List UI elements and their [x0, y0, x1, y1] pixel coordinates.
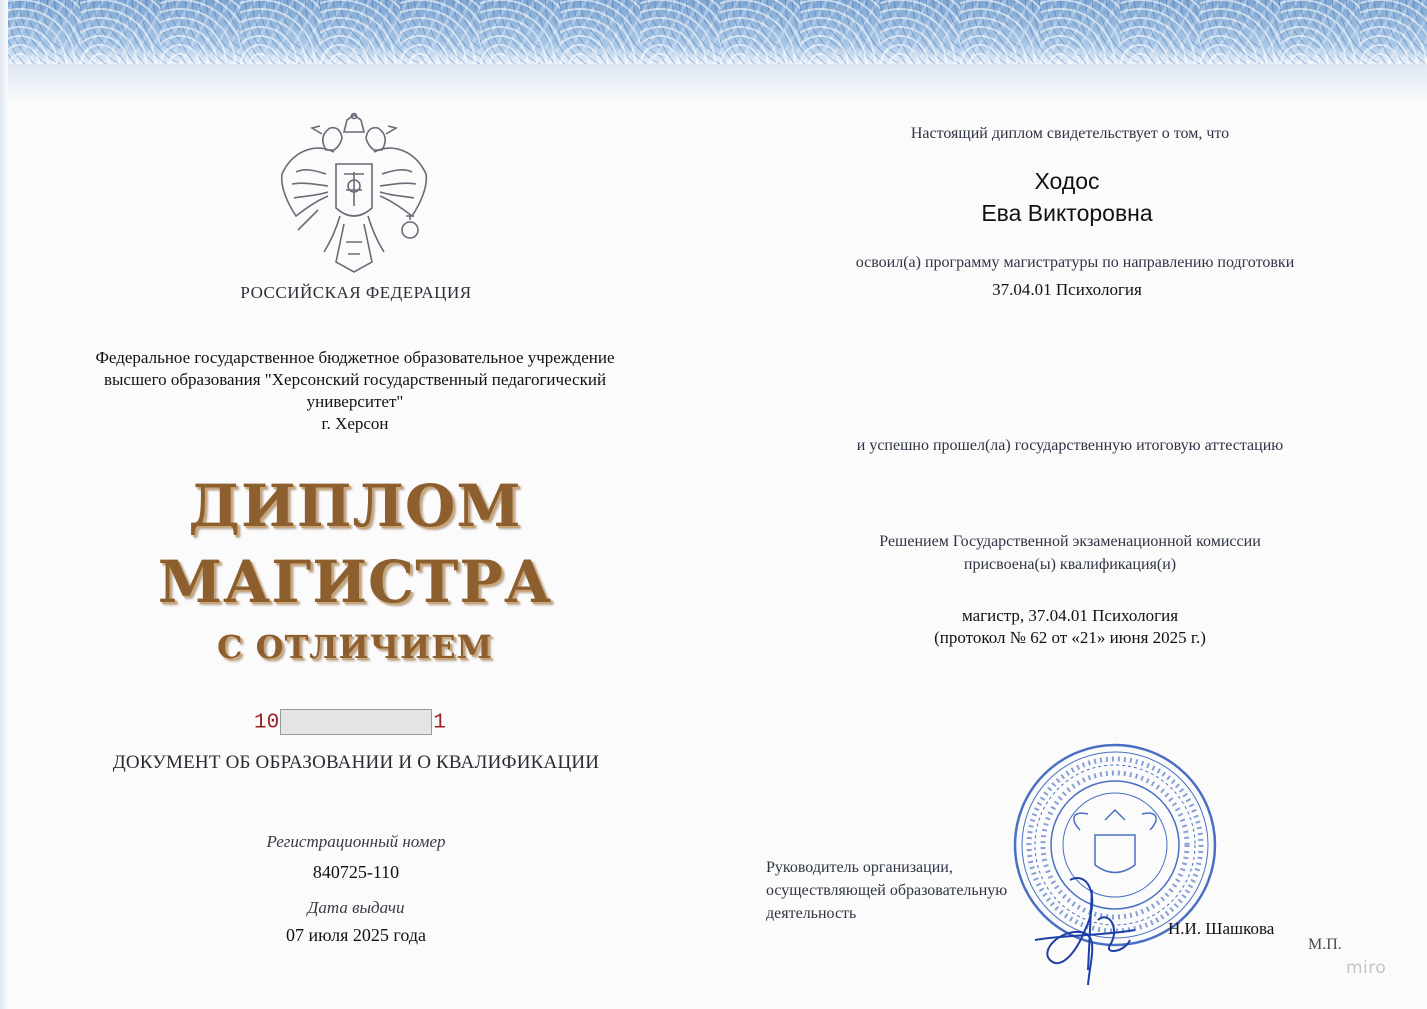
diploma-title-line2: МАГИСТРА: [157, 548, 553, 616]
issue-date: 07 июля 2025 года: [286, 925, 426, 945]
document-type: ДОКУМЕНТ ОБ ОБРАЗОВАНИИ И О КВАЛИФИКАЦИИ: [112, 752, 600, 773]
commission-decision-line1: Решением Государственной экзаменационной комиссии: [879, 533, 1261, 550]
head-label-line: деятельность: [766, 905, 857, 922]
head-of-organization-label: [766, 856, 1007, 925]
institution-name: [40, 347, 670, 435]
diploma-title-honors: С ОТЛИЧИЕМ: [216, 628, 494, 666]
serial-suffix: 1: [433, 711, 446, 735]
institution-line: высшего образования "Херсонский государственный педагогический: [103, 370, 607, 389]
guilloche-border: [0, 0, 1427, 64]
graduate-surname: Ходос: [1034, 168, 1100, 194]
miro-watermark: miro: [1346, 958, 1387, 978]
country-name: РОССИЙСКАЯ ФЕДЕРАЦИЯ: [240, 283, 472, 302]
serial-number: [254, 709, 446, 735]
program-name: 37.04.01 Психология: [992, 280, 1142, 299]
registration-number: 840725-110: [312, 862, 400, 882]
issue-date-label: Дата выдачи: [307, 898, 405, 917]
head-name: Н.И. Шашкова: [1168, 919, 1275, 938]
diploma-title-line1: ДИПЛОМ: [188, 472, 522, 540]
page-edge-shadow: [0, 0, 8, 1009]
russian-eagle-emblem-icon: [274, 112, 434, 277]
serial-prefix: 10: [254, 711, 280, 735]
protocol: (протокол № 62 от «21» июня 2025 г.): [934, 628, 1206, 647]
certification-intro: Настоящий диплом свидетельствует о том, что: [910, 125, 1230, 142]
attestation-text: и успешно прошел(ла) государственную итоговую аттестацию: [856, 437, 1284, 454]
commission-decision-line2: присвоена(ы) квалификация(и): [963, 556, 1177, 573]
institution-city: г. Херсон: [321, 414, 389, 433]
institution-line: Федеральное государственное бюджетное образовательное учреждение: [95, 348, 615, 367]
head-label-line: осуществляющей образовательную: [766, 882, 1008, 899]
seal-place-mark: М.П.: [1308, 936, 1342, 953]
institution-line: университет": [306, 392, 404, 411]
signature-icon: [1030, 860, 1140, 990]
graduate-given-names: Ева Викторовна: [981, 200, 1153, 226]
head-label-line: Руководитель организации,: [766, 859, 953, 876]
qualification: магистр, 37.04.01 Психология: [961, 606, 1179, 625]
registration-label: Регистрационный номер: [266, 832, 446, 851]
program-intro: освоил(а) программу магистратуры по направлению подготовки: [855, 254, 1295, 271]
serial-redaction-box: [280, 709, 432, 735]
guilloche-fade: [0, 64, 1427, 104]
